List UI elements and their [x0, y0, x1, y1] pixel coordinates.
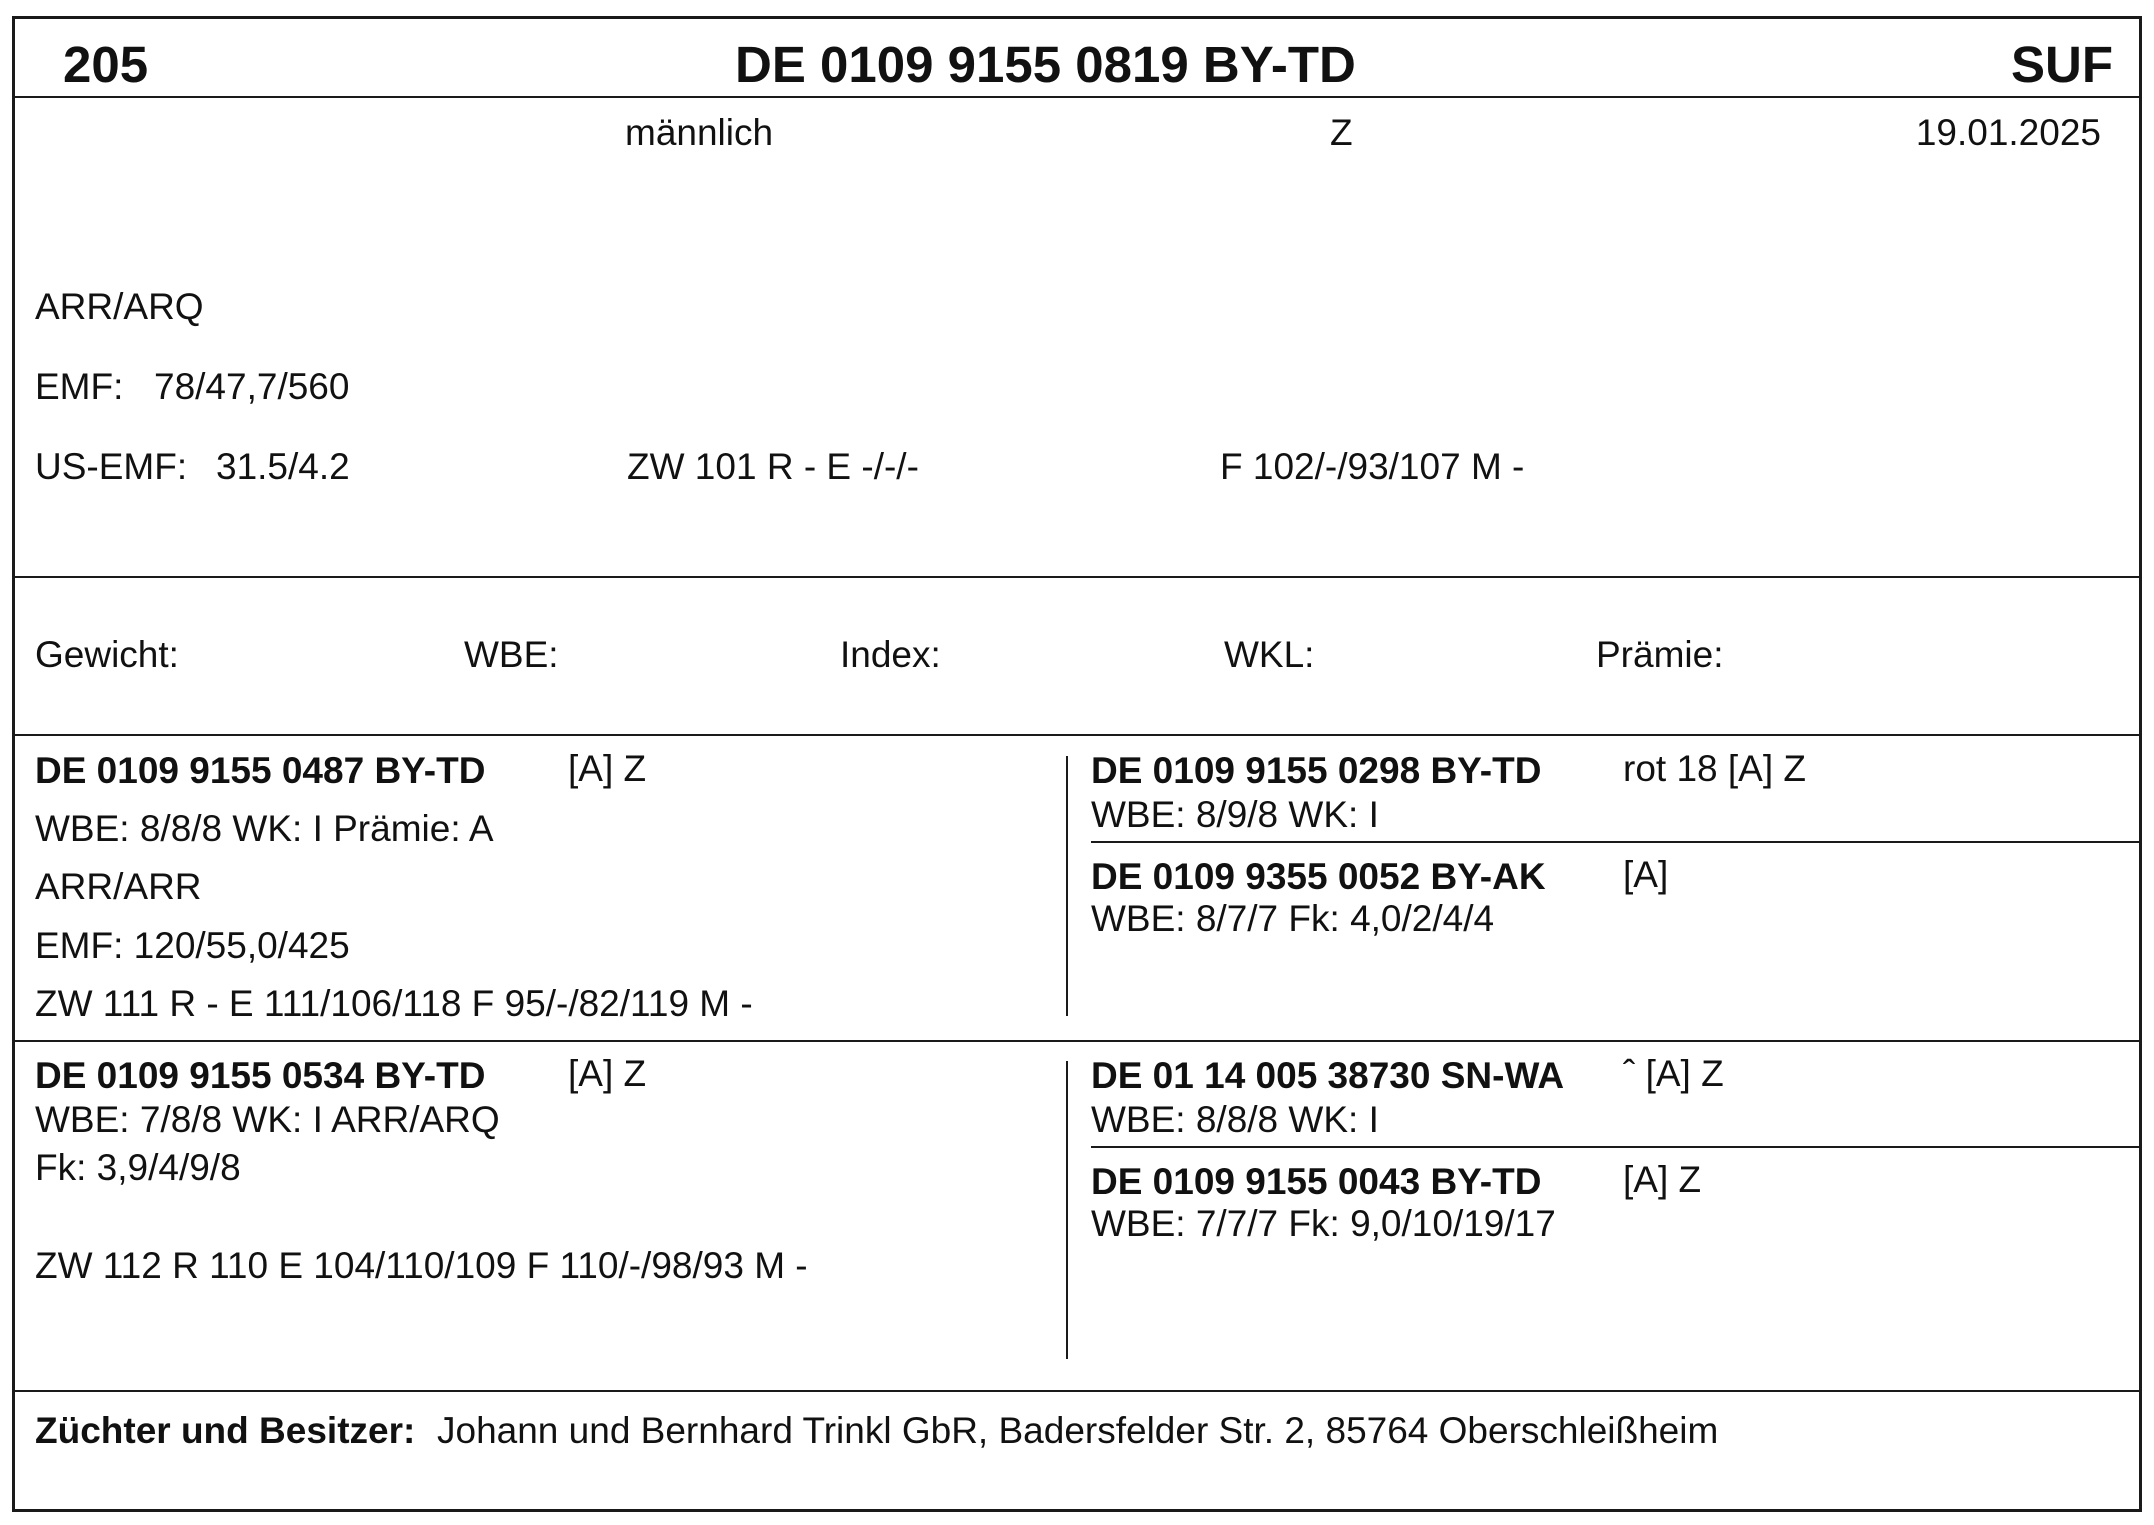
wbe-label: WBE:: [464, 634, 559, 675]
z-mark: Z: [1330, 112, 1353, 153]
father-tag: [A] Z: [568, 748, 647, 789]
paternal-grandmother-id: DE 0109 9355 0052 BY-AK: [1091, 856, 1546, 897]
emf-value: 78/47,7/560: [154, 366, 350, 407]
header-divider: [15, 96, 2139, 98]
mother-column-divider: [1066, 1061, 1068, 1359]
father-zw: ZW 111 R - E 111/106/118 F 95/-/82/119 M -: [35, 983, 753, 1024]
footer-divider: [15, 1390, 2139, 1392]
mother-id: DE 0109 9155 0534 BY-TD: [35, 1055, 486, 1096]
emf-label: EMF:: [35, 366, 124, 407]
breeder-owner-label: Züchter und Besitzer:: [35, 1410, 416, 1451]
maternal-grandmother-id: DE 0109 9155 0043 BY-TD: [1091, 1161, 1542, 1202]
genotype: ARR/ARQ: [35, 286, 204, 327]
mother-zw: ZW 112 R 110 E 104/110/109 F 110/-/98/93 M -: [35, 1245, 808, 1286]
father-id: DE 0109 9155 0487 BY-TD: [35, 750, 486, 791]
birth-date: 19.01.2025: [1915, 112, 2101, 153]
animal-id: DE 0109 9155 0819 BY-TD: [735, 36, 1356, 93]
mother-fk: Fk: 3,9/4/9/8: [35, 1147, 241, 1188]
breeder-owner-value: Johann und Bernhard Trinkl GbR, Badersfelder Str. 2, 85764 Oberschleißheim: [437, 1410, 1719, 1451]
wkl-label: WKL:: [1224, 634, 1315, 675]
maternal-grandparents-divider: [1091, 1146, 2139, 1148]
f-values: F 102/-/93/107 M -: [1220, 446, 1525, 487]
paternal-grandfather-wbe: WBE: 8/9/8 WK: I: [1091, 794, 1379, 835]
maternal-grandmother-tag: [A] Z: [1623, 1159, 1702, 1200]
father-emf: EMF: 120/55,0/425: [35, 925, 350, 966]
us-emf-label: US-EMF:: [35, 446, 188, 487]
maternal-grandfather-wbe: WBE: 8/8/8 WK: I: [1091, 1099, 1379, 1140]
paternal-grandmother-wbe: WBE: 8/7/7 Fk: 4,0/2/4/4: [1091, 898, 1495, 939]
paternal-grandparents-divider: [1091, 841, 2139, 843]
pedigree-card: [12, 16, 2142, 1512]
paternal-grandfather-tag: rot 18 [A] Z: [1623, 748, 1807, 789]
catalog-number: 205: [63, 36, 149, 93]
father-column-divider: [1066, 756, 1068, 1016]
maternal-grandmother-wbe: WBE: 7/7/7 Fk: 9,0/10/19/17: [1091, 1203, 1556, 1244]
mother-tag: [A] Z: [568, 1053, 647, 1094]
paternal-grandfather-id: DE 0109 9155 0298 BY-TD: [1091, 750, 1542, 791]
praemie-label: Prämie:: [1596, 634, 1724, 675]
maternal-grandfather-id: DE 01 14 005 38730 SN-WA: [1091, 1055, 1565, 1096]
us-emf-value: 31.5/4.2: [216, 446, 350, 487]
maternal-grandfather-tag: ˆ [A] Z: [1623, 1053, 1724, 1094]
mother-wbe: WBE: 7/8/8 WK: I ARR/ARQ: [35, 1099, 500, 1140]
zw-values: ZW 101 R - E -/-/-: [627, 446, 919, 487]
fields-divider: [15, 734, 2139, 736]
index-label: Index:: [840, 634, 941, 675]
father-genotype: ARR/ARR: [35, 866, 202, 907]
sex: männlich: [625, 112, 774, 153]
weight-label: Gewicht:: [35, 634, 179, 675]
father-mother-divider: [15, 1040, 2139, 1042]
breed-code: SUF: [2011, 36, 2113, 93]
info-divider: [15, 576, 2139, 578]
father-wbe: WBE: 8/8/8 WK: I Prämie: A: [35, 808, 494, 849]
paternal-grandmother-tag: [A]: [1623, 854, 1669, 895]
